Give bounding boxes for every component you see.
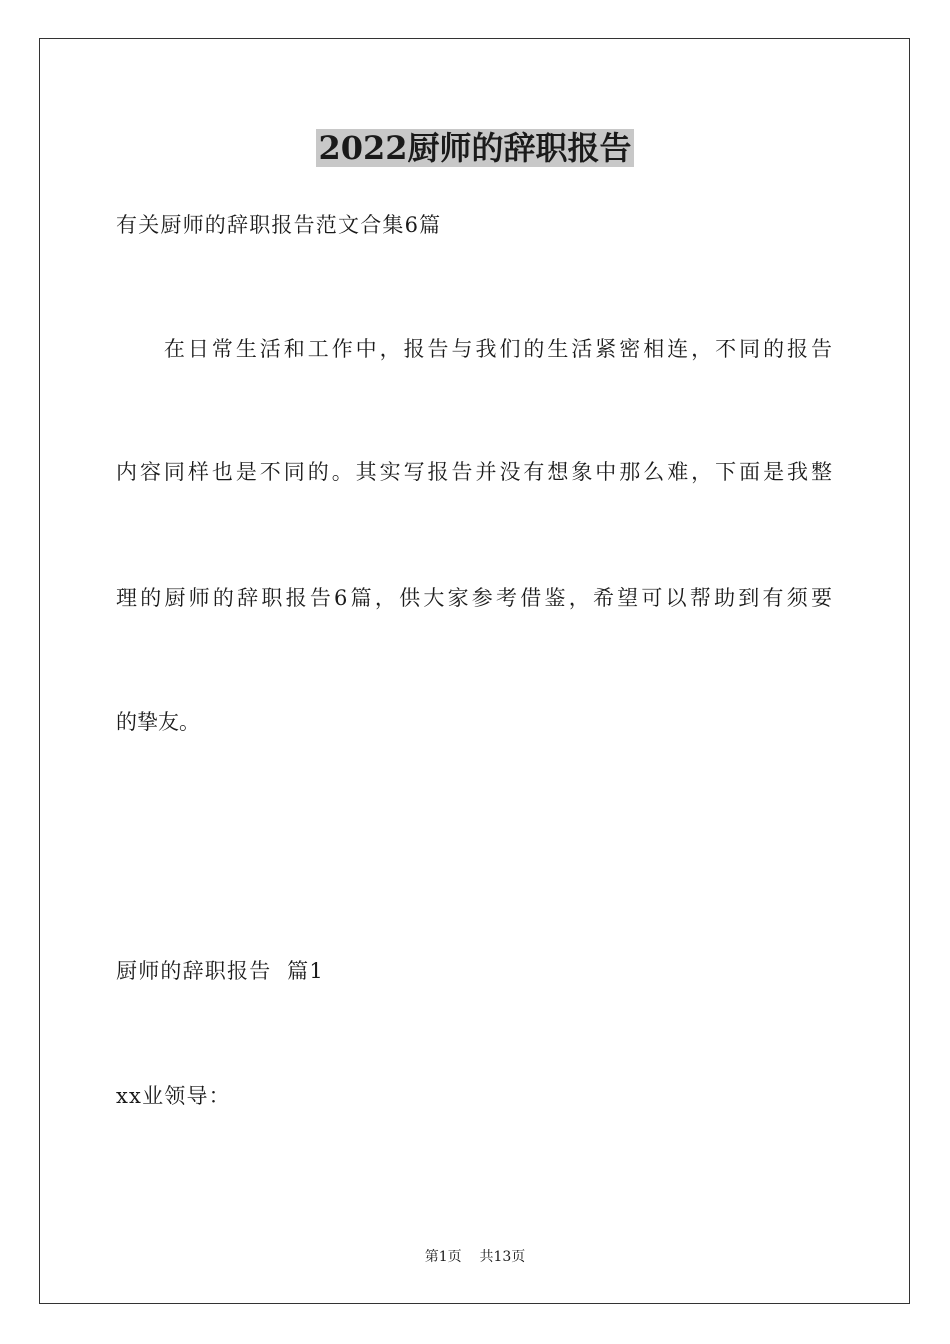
- intro-line-1: 在日常生活和工作中，报告与我们的生活紧密相连，不同的报告: [116, 337, 832, 361]
- intro-line-4: 的挚友。: [116, 710, 200, 734]
- intro-line-2: 内容同样也是不同的。其实写报告并没有想象中那么难，下面是我整: [116, 460, 832, 484]
- salutation: xx业领导：: [116, 1084, 231, 1108]
- section-heading: 厨师的辞职报告 篇1: [116, 959, 324, 983]
- document-subtitle: 有关厨师的辞职报告范文合集6篇: [116, 213, 442, 237]
- document-title-text: 2022厨师的辞职报告: [318, 129, 632, 167]
- document-title: [0, 128, 950, 168]
- page-footer: 第1页 共13页: [424, 1249, 526, 1265]
- intro-line-3: 理的厨师的辞职报告6篇，供大家参考借鉴，希望可以帮助到有须要: [116, 586, 832, 610]
